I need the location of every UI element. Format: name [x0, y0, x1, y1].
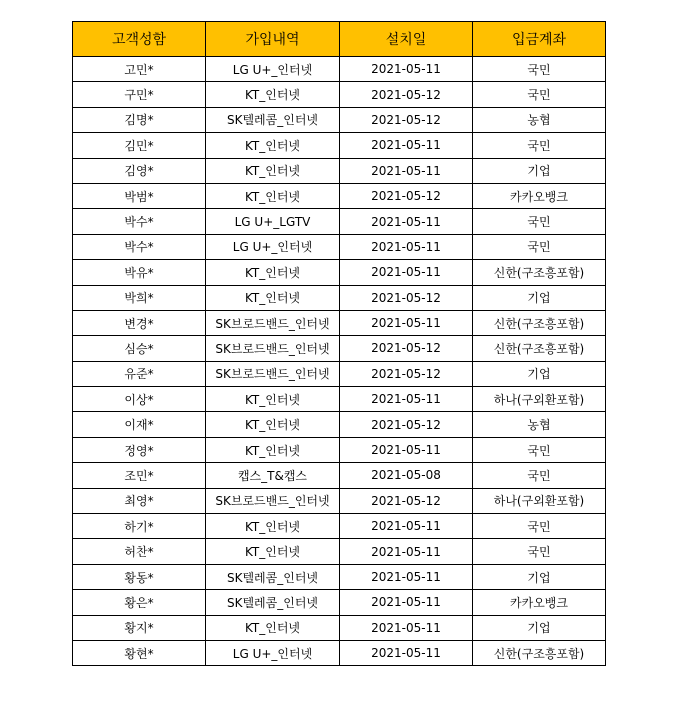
cell-deposit-account[interactable]: 카카오뱅크 — [473, 590, 606, 615]
header-install-date[interactable]: 설치일 — [340, 22, 473, 57]
cell-subscription[interactable]: 캡스_T&캡스 — [206, 463, 340, 488]
cell-customer-name[interactable]: 박희* — [73, 285, 206, 310]
cell-subscription[interactable]: SK브로드밴드_인터넷 — [206, 336, 340, 361]
cell-deposit-account[interactable]: 국민 — [473, 463, 606, 488]
cell-customer-name[interactable]: 박범* — [73, 183, 206, 208]
table-row — [73, 488, 606, 513]
cell-deposit-account[interactable]: 신한(구조흥포함) — [473, 640, 606, 665]
cell-install-date[interactable]: 2021-05-08 — [340, 463, 473, 488]
cell-subscription[interactable]: KT_인터넷 — [206, 158, 340, 183]
table-body — [73, 57, 606, 666]
cell-deposit-account[interactable]: 기업 — [473, 615, 606, 640]
cell-subscription[interactable]: KT_인터넷 — [206, 412, 340, 437]
table-row — [73, 82, 606, 107]
customer-table — [72, 21, 606, 666]
cell-deposit-account[interactable]: 기업 — [473, 564, 606, 589]
table-row — [73, 209, 606, 234]
cell-customer-name[interactable]: 김영* — [73, 158, 206, 183]
cell-install-date[interactable]: 2021-05-12 — [340, 107, 473, 132]
cell-subscription[interactable]: SK텔레콤_인터넷 — [206, 564, 340, 589]
table-row — [73, 564, 606, 589]
cell-subscription[interactable]: SK브로드밴드_인터넷 — [206, 361, 340, 386]
cell-deposit-account[interactable]: 신한(구조흥포함) — [473, 260, 606, 285]
cell-install-date[interactable]: 2021-05-11 — [340, 158, 473, 183]
cell-install-date[interactable]: 2021-05-11 — [340, 209, 473, 234]
table-row — [73, 539, 606, 564]
cell-subscription[interactable]: SK텔레콤_인터넷 — [206, 107, 340, 132]
cell-deposit-account[interactable]: 국민 — [473, 57, 606, 82]
cell-subscription[interactable]: KT_인터넷 — [206, 183, 340, 208]
cell-install-date[interactable]: 2021-05-11 — [340, 57, 473, 82]
cell-customer-name[interactable]: 구민* — [73, 82, 206, 107]
cell-install-date[interactable]: 2021-05-12 — [340, 488, 473, 513]
cell-subscription[interactable]: LG U+_인터넷 — [206, 640, 340, 665]
cell-customer-name[interactable]: 허찬* — [73, 539, 206, 564]
cell-install-date[interactable]: 2021-05-12 — [340, 412, 473, 437]
cell-deposit-account[interactable]: 농협 — [473, 412, 606, 437]
cell-deposit-account[interactable]: 국민 — [473, 514, 606, 539]
cell-install-date[interactable]: 2021-05-12 — [340, 183, 473, 208]
cell-customer-name[interactable]: 박유* — [73, 260, 206, 285]
cell-subscription[interactable]: KT_인터넷 — [206, 514, 340, 539]
cell-customer-name[interactable]: 박수* — [73, 209, 206, 234]
cell-deposit-account[interactable]: 하나(구외환포함) — [473, 488, 606, 513]
table-row — [73, 310, 606, 335]
cell-install-date[interactable]: 2021-05-11 — [340, 564, 473, 589]
cell-install-date[interactable]: 2021-05-11 — [340, 133, 473, 158]
cell-subscription[interactable]: KT_인터넷 — [206, 615, 340, 640]
table-row — [73, 133, 606, 158]
table-row — [73, 107, 606, 132]
cell-deposit-account[interactable]: 하나(구외환포함) — [473, 387, 606, 412]
cell-deposit-account[interactable]: 국민 — [473, 209, 606, 234]
table-row — [73, 387, 606, 412]
cell-customer-name[interactable]: 김명* — [73, 107, 206, 132]
cell-subscription[interactable]: SK브로드밴드_인터넷 — [206, 488, 340, 513]
cell-install-date[interactable]: 2021-05-11 — [340, 437, 473, 462]
cell-deposit-account[interactable]: 국민 — [473, 133, 606, 158]
cell-deposit-account[interactable]: 국민 — [473, 539, 606, 564]
cell-subscription[interactable]: LG U+_LGTV — [206, 209, 340, 234]
cell-deposit-account[interactable]: 기업 — [473, 361, 606, 386]
cell-install-date[interactable]: 2021-05-12 — [340, 285, 473, 310]
cell-customer-name[interactable]: 최영* — [73, 488, 206, 513]
cell-subscription[interactable]: KT_인터넷 — [206, 260, 340, 285]
cell-deposit-account[interactable]: 국민 — [473, 234, 606, 259]
cell-deposit-account[interactable]: 기업 — [473, 285, 606, 310]
cell-customer-name[interactable]: 황현* — [73, 640, 206, 665]
cell-customer-name[interactable]: 김민* — [73, 133, 206, 158]
table-row — [73, 158, 606, 183]
header-subscription[interactable]: 가입내역 — [206, 22, 340, 57]
table-header — [73, 22, 606, 57]
cell-install-date[interactable]: 2021-05-12 — [340, 361, 473, 386]
cell-subscription[interactable]: LG U+_인터넷 — [206, 234, 340, 259]
cell-deposit-account[interactable]: 기업 — [473, 158, 606, 183]
cell-subscription[interactable]: SK텔레콤_인터넷 — [206, 590, 340, 615]
cell-subscription[interactable]: KT_인터넷 — [206, 133, 340, 158]
cell-customer-name[interactable]: 박수* — [73, 234, 206, 259]
table-row — [73, 336, 606, 361]
table-row — [73, 437, 606, 462]
cell-install-date[interactable]: 2021-05-11 — [340, 387, 473, 412]
cell-subscription[interactable]: KT_인터넷 — [206, 82, 340, 107]
table-row — [73, 183, 606, 208]
cell-customer-name[interactable]: 이재* — [73, 412, 206, 437]
cell-customer-name[interactable]: 황은* — [73, 590, 206, 615]
cell-customer-name[interactable]: 황지* — [73, 615, 206, 640]
table-row — [73, 514, 606, 539]
spreadsheet-area — [72, 21, 606, 666]
cell-install-date[interactable]: 2021-05-12 — [340, 336, 473, 361]
cell-subscription[interactable]: KT_인터넷 — [206, 437, 340, 462]
cell-customer-name[interactable]: 유준* — [73, 361, 206, 386]
cell-deposit-account[interactable]: 신한(구조흥포함) — [473, 336, 606, 361]
cell-customer-name[interactable]: 하기* — [73, 514, 206, 539]
table-row — [73, 590, 606, 615]
cell-deposit-account[interactable]: 신한(구조흥포함) — [473, 310, 606, 335]
table-row — [73, 260, 606, 285]
cell-customer-name[interactable]: 조민* — [73, 463, 206, 488]
cell-deposit-account[interactable]: 국민 — [473, 82, 606, 107]
cell-install-date[interactable]: 2021-05-11 — [340, 234, 473, 259]
cell-install-date[interactable]: 2021-05-11 — [340, 615, 473, 640]
cell-customer-name[interactable]: 황동* — [73, 564, 206, 589]
table-row — [73, 285, 606, 310]
cell-deposit-account[interactable]: 국민 — [473, 437, 606, 462]
cell-subscription[interactable]: KT_인터넷 — [206, 387, 340, 412]
table-row — [73, 640, 606, 665]
cell-customer-name[interactable]: 정영* — [73, 437, 206, 462]
table-row — [73, 615, 606, 640]
table-row — [73, 57, 606, 82]
cell-deposit-account[interactable]: 농협 — [473, 107, 606, 132]
cell-customer-name[interactable]: 고민* — [73, 57, 206, 82]
table-row — [73, 463, 606, 488]
cell-install-date[interactable]: 2021-05-11 — [340, 640, 473, 665]
cell-deposit-account[interactable]: 카카오뱅크 — [473, 183, 606, 208]
cell-install-date[interactable]: 2021-05-12 — [340, 82, 473, 107]
cell-customer-name[interactable]: 심승* — [73, 336, 206, 361]
cell-subscription[interactable]: KT_인터넷 — [206, 539, 340, 564]
cell-subscription[interactable]: KT_인터넷 — [206, 285, 340, 310]
cell-subscription[interactable]: LG U+_인터넷 — [206, 57, 340, 82]
cell-customer-name[interactable]: 변경* — [73, 310, 206, 335]
header-customer-name[interactable]: 고객성함 — [73, 22, 206, 57]
table-row — [73, 234, 606, 259]
cell-install-date[interactable]: 2021-05-11 — [340, 514, 473, 539]
header-row — [73, 22, 606, 57]
cell-customer-name[interactable]: 이상* — [73, 387, 206, 412]
cell-install-date[interactable]: 2021-05-11 — [340, 310, 473, 335]
table-row — [73, 412, 606, 437]
cell-install-date[interactable]: 2021-05-11 — [340, 260, 473, 285]
table-row — [73, 361, 606, 386]
cell-install-date[interactable]: 2021-05-11 — [340, 590, 473, 615]
header-deposit-account[interactable]: 입금계좌 — [473, 22, 606, 57]
cell-install-date[interactable]: 2021-05-11 — [340, 539, 473, 564]
cell-subscription[interactable]: SK브로드밴드_인터넷 — [206, 310, 340, 335]
